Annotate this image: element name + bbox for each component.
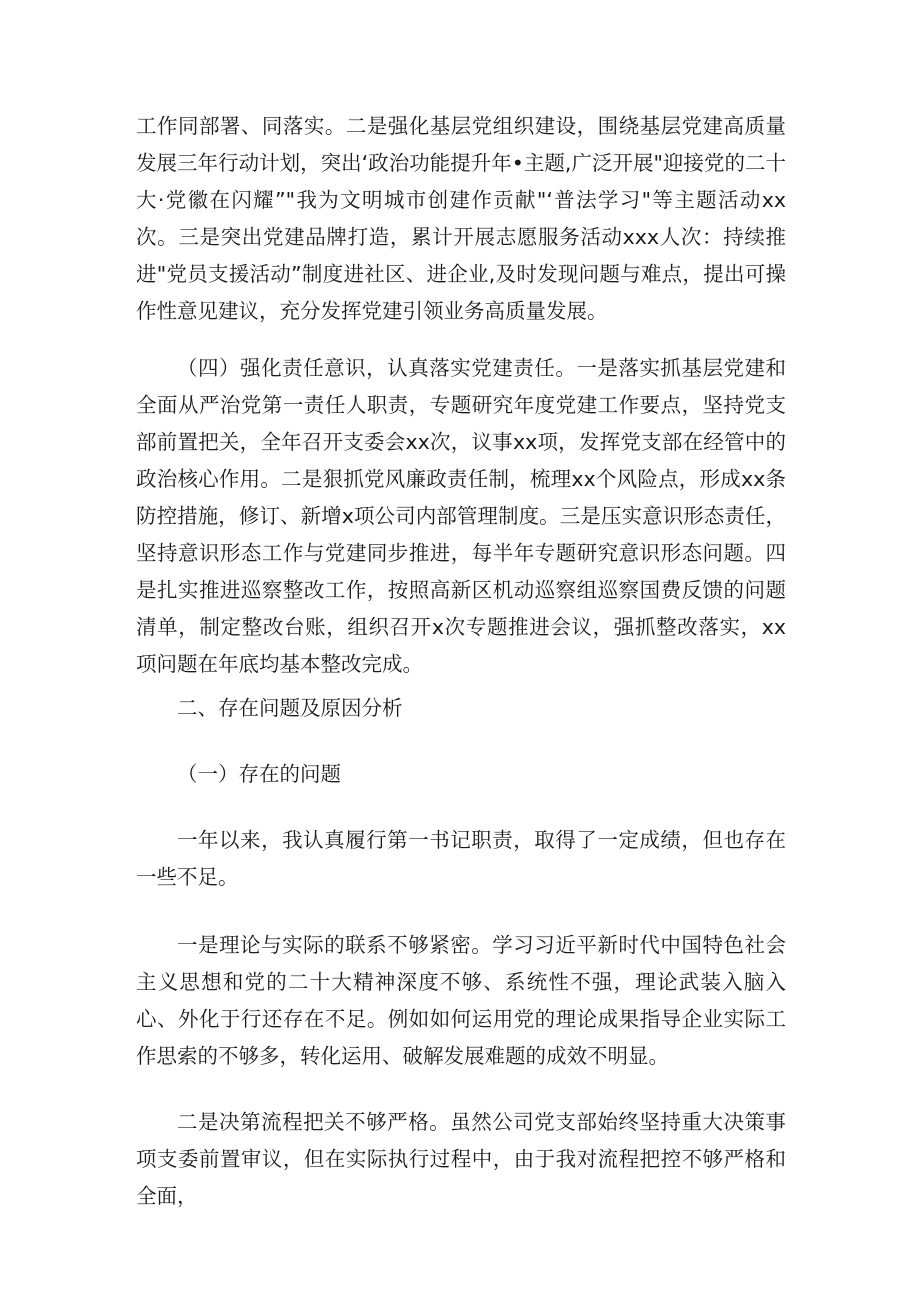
paragraph-overview: 一年以来，我认真履行第一书记职责，取得了一定成绩，但也存在一些不足。	[136, 828, 786, 889]
paragraph-responsibility-awareness: （四）强化责任意识，认真落实党建责任。一是落实抓基层党建和全面从严治党第一责任人职责，专题研究年度党建工作要点，坚持党支部前置把关，全年召开支委会xx次，议事xx项，发挥党支部在经管中的政治核心作用。二是狠抓党风廉政责任制，梳理xx个风险点，形成xx条防控措施，修订、新增x项公司内部管理制度。三是压实意识形态责任，坚持意识形态工作与党建同步推进，每半年专题研究意识形态问题。四是扎实推进巡察整改工作，按照高新区机动巡察组巡察国费反馈的问题清单，制定整改台账，组织召开x次专题推进会议，强抓整改落实，xx项问题在年底均基本整改完成。	[136, 356, 786, 676]
paragraph-problem-decision-process: 二是决第流程把关不够严格。虽然公司党支部始终坚持重大决策事项支委前置审议，但在实际执行过程中，由于我对流程把控不够严格和全面，	[136, 1110, 786, 1208]
subsection-heading-existing-problems: （一）存在的问题	[177, 762, 341, 786]
section-heading-problems-analysis: 二、存在问题及原因分析	[177, 696, 403, 720]
paragraph-party-building-continued: 工作同部署、同落实。二是强化基层党组织建设，围绕基层党建高质量发展三年行动计划，突出‘政治功能提升年•主题,广泛开展"迎接党的二十大·党徽在闪耀”"我为文明城市创建作贡献"‘普法学习"等主题活动xx次。三是突出党建品牌打造，累计开展志愿服务活动xxx人次：持续推进"党员支援活动”制度进社区、进企业,及时发现问题与难点，提出可操作性意见建议，充分发挥党建引领业务高质量发展。	[136, 114, 786, 323]
paragraph-problem-theory-practice: 一是理论与实际的联系不够紧密。学习习近平新时代中国特色社会主义思想和党的二十大精神深度不够、系统性不强，理论武装入脑入心、外化于行还存在不足。例如如何运用党的理论成果指导企业实际工作思索的不够多，转化运用、破解发展难题的成效不明显。	[136, 933, 786, 1068]
